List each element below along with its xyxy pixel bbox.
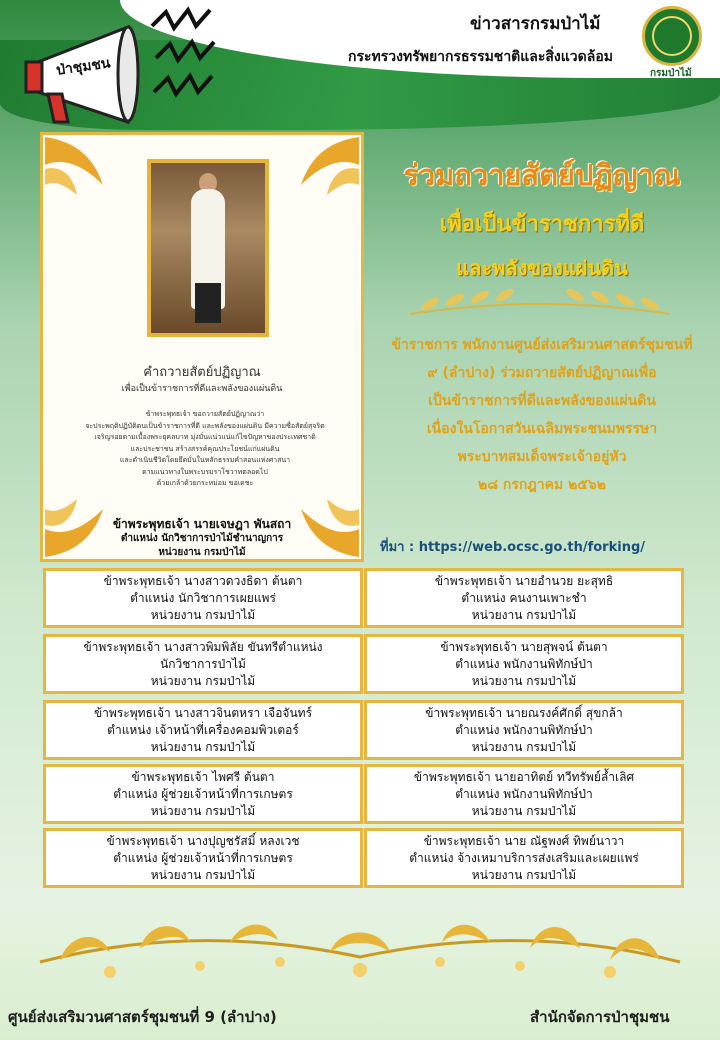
zigzag-decoration bbox=[150, 6, 220, 106]
forest-department-logo bbox=[642, 6, 702, 66]
oath-line: จะประพฤติปฏิบัติตนเป็นข้าราชการที่ดี และพลังของแผ่นดิน มีความซื่อสัตย์สุจริต bbox=[85, 421, 325, 430]
signer-box bbox=[364, 828, 684, 888]
signer-unit: หน่วยงาน กรมป่าไม้ bbox=[150, 803, 256, 818]
description-line: ข้าราชการ พนักงานศูนย์ส่งเสริมวนศาสตร์ชุมชนที่ bbox=[391, 337, 693, 353]
signer-box bbox=[43, 634, 363, 694]
signer-name: ข้าพระพุทธเจ้า นางสาวดวงธิดา ต้นตา bbox=[103, 573, 303, 588]
signer-position: ตำแหน่ง นักวิชาการเผยแพร่ bbox=[130, 590, 276, 605]
oath-title: คำถวายสัตย์ปฏิญาณ bbox=[143, 365, 261, 380]
signer-unit: หน่วยงาน กรมป่าไม้ bbox=[471, 867, 577, 882]
oath-card bbox=[40, 132, 364, 562]
signer-unit: หน่วยงาน กรมป่าไม้ bbox=[471, 739, 577, 754]
oath-line: และดำเนินชีวิตโดยยึดมั่นในหลักธรรมคำสอนแห่งศาสนา bbox=[119, 456, 291, 464]
royal-portrait bbox=[147, 159, 269, 337]
signer-name: ข้าพระพุทธเจ้า นาย ณัฐพงศ์ ทิพย์นาวา bbox=[423, 833, 625, 848]
signer-box bbox=[364, 634, 684, 694]
signer-unit: หน่วยงาน กรมป่าไม้ bbox=[471, 673, 577, 688]
corner-ornament-icon bbox=[291, 135, 361, 205]
headline-line-3: และพลังของแผ่นดิน bbox=[456, 256, 628, 280]
golden-floral-ornament-icon bbox=[30, 912, 690, 990]
signer-name: ข้าพระพุทธเจ้า นางสาวจินตหรา เจือจันทร์ bbox=[93, 705, 313, 720]
signer-unit: หน่วยงาน กรมป่าไม้ bbox=[471, 803, 577, 818]
footer-office-name: สำนักจัดการป่าชุมชน bbox=[530, 1008, 670, 1026]
oath-line: และประชาชน สร้างสรรค์คุณประโยชน์แก่แผ่นดิน bbox=[130, 444, 280, 453]
logo-text: กรมป่าไม้ bbox=[650, 68, 692, 79]
signer-position: ตำแหน่ง พนักงานพิทักษ์ป่า bbox=[455, 722, 593, 737]
corner-ornament-icon bbox=[43, 135, 113, 205]
signer-position: ตำแหน่ง พนักงานพิทักษ์ป่า bbox=[455, 786, 593, 801]
oath-line: เจริญรอยตามเบื้องพระยุคลบาท มุ่งมั่นแน่วแน่แก้ไขปัญหาของประเทศชาติ bbox=[94, 433, 316, 441]
description-line: พระบาทสมเด็จพระเจ้าอยู่หัว bbox=[457, 449, 627, 465]
oath-signer-name: ข้าพระพุทธเจ้า นายเจษฎา พันสถา bbox=[112, 517, 292, 531]
oath-line: ข้าพระพุทธเจ้า ขอถวายสัตย์ปฏิญาณว่า bbox=[145, 410, 265, 418]
megaphone-label: ป่าชุมชน bbox=[55, 55, 112, 79]
signer-name: ข้าพระพุทธเจ้า นายสุพจน์ ต้นตา bbox=[440, 639, 608, 654]
signer-unit: หน่วยงาน กรมป่าไม้ bbox=[150, 673, 256, 688]
signer-position: ตำแหน่ง จ้างเหมาบริการส่งเสริมและเผยแพร่ bbox=[409, 850, 639, 865]
signer-name: ข้าพระพุทธเจ้า นางสาวพิมพิลัย ขันทรีตำแหน่ง bbox=[83, 639, 323, 654]
signer-name: ข้าพระพุทธเจ้า ไพศรี ต้นตา bbox=[131, 769, 275, 784]
signer-name: ข้าพระพุทธเจ้า นายอำนวย ยะสุทธิ bbox=[434, 573, 614, 588]
signer-position: ตำแหน่ง พนักงานพิทักษ์ป่า bbox=[455, 656, 593, 671]
header-title: ข่าวสารกรมป่าไม้ bbox=[470, 14, 601, 34]
header-ministry: กระทรวงทรัพยากรธรรมชาติและสิ่งแวดล้อม bbox=[348, 49, 613, 65]
signer-name: ข้าพระพุทธเจ้า นายณรงค์ศักดิ์ สุขกล้า bbox=[425, 705, 623, 720]
oath-line: ตามแนวทางในพระบรมราโชวาทตลอดไป bbox=[142, 467, 268, 476]
signer-position: นักวิชาการป่าไม้ bbox=[160, 656, 246, 671]
signer-box bbox=[43, 568, 363, 628]
signer-box bbox=[43, 764, 363, 824]
signer-position: ตำแหน่ง ผู้ช่วยเจ้าหน้าที่การเกษตร bbox=[113, 786, 293, 801]
signer-position: ตำแหน่ง เจ้าหน้าที่เครื่องคอมพิวเตอร์ bbox=[107, 722, 299, 737]
footer-center-name: ศูนย์ส่งเสริมวนศาสตร์ชุมชนที่ 9 (ลำปาง) bbox=[8, 1008, 277, 1026]
signer-position: ตำแหน่ง คนงานเพาะชำ bbox=[461, 590, 587, 605]
signer-position: ตำแหน่ง ผู้ช่วยเจ้าหน้าที่การเกษตร bbox=[113, 850, 293, 865]
description-line: ๒๘ กรกฎาคม ๒๕๖๒ bbox=[477, 477, 607, 493]
golden-branch-icon bbox=[400, 284, 680, 324]
signer-name: ข้าพระพุทธเจ้า นายอาทิตย์ ทวีทรัพย์ล้ำเลิศ bbox=[413, 769, 635, 784]
description-line: เป็นข้าราชการที่ดีและพลังของแผ่นดิน bbox=[428, 393, 656, 409]
signer-box bbox=[364, 568, 684, 628]
signer-unit: หน่วยงาน กรมป่าไม้ bbox=[471, 607, 577, 622]
description-line: เนื่องในโอกาสวันเฉลิมพระชนมพรรษา bbox=[426, 421, 658, 437]
oath-text bbox=[67, 409, 343, 490]
signer-box bbox=[43, 700, 363, 760]
signer-box bbox=[43, 828, 363, 888]
signer-box bbox=[364, 764, 684, 824]
signer-unit: หน่วยงาน กรมป่าไม้ bbox=[150, 867, 256, 882]
signer-unit: หน่วยงาน กรมป่าไม้ bbox=[150, 607, 256, 622]
oath-signer-position: ตำแหน่ง นักวิชาการป่าไม้ชำนาญการ bbox=[120, 533, 284, 544]
oath-line: ด้วยเกล้าด้วยกระหม่อม ขอเดชะ bbox=[156, 479, 254, 487]
oath-subtitle: เพื่อเป็นข้าราชการที่ดีและพลังของแผ่นดิน bbox=[121, 384, 283, 394]
headline-line-1: ร่วมถวายสัตย์ปฏิญาณ bbox=[403, 158, 681, 192]
oath-signer-unit: หน่วยงาน กรมป่าไม้ bbox=[158, 547, 246, 558]
description-line: ๙ (ลำปาง) ร่วมถวายสัตย์ปฏิญาณเพื่อ bbox=[427, 365, 657, 381]
signer-unit: หน่วยงาน กรมป่าไม้ bbox=[150, 739, 256, 754]
headline-line-2: เพื่อเป็นข้าราชการที่ดี bbox=[439, 212, 645, 237]
source-reference: ที่มา : https://web.ocsc.go.th/forking/ bbox=[380, 540, 646, 555]
signer-box bbox=[364, 700, 684, 760]
signer-name: ข้าพระพุทธเจ้า นางปุญชรัสมิ์ หลงเวช bbox=[106, 833, 300, 848]
